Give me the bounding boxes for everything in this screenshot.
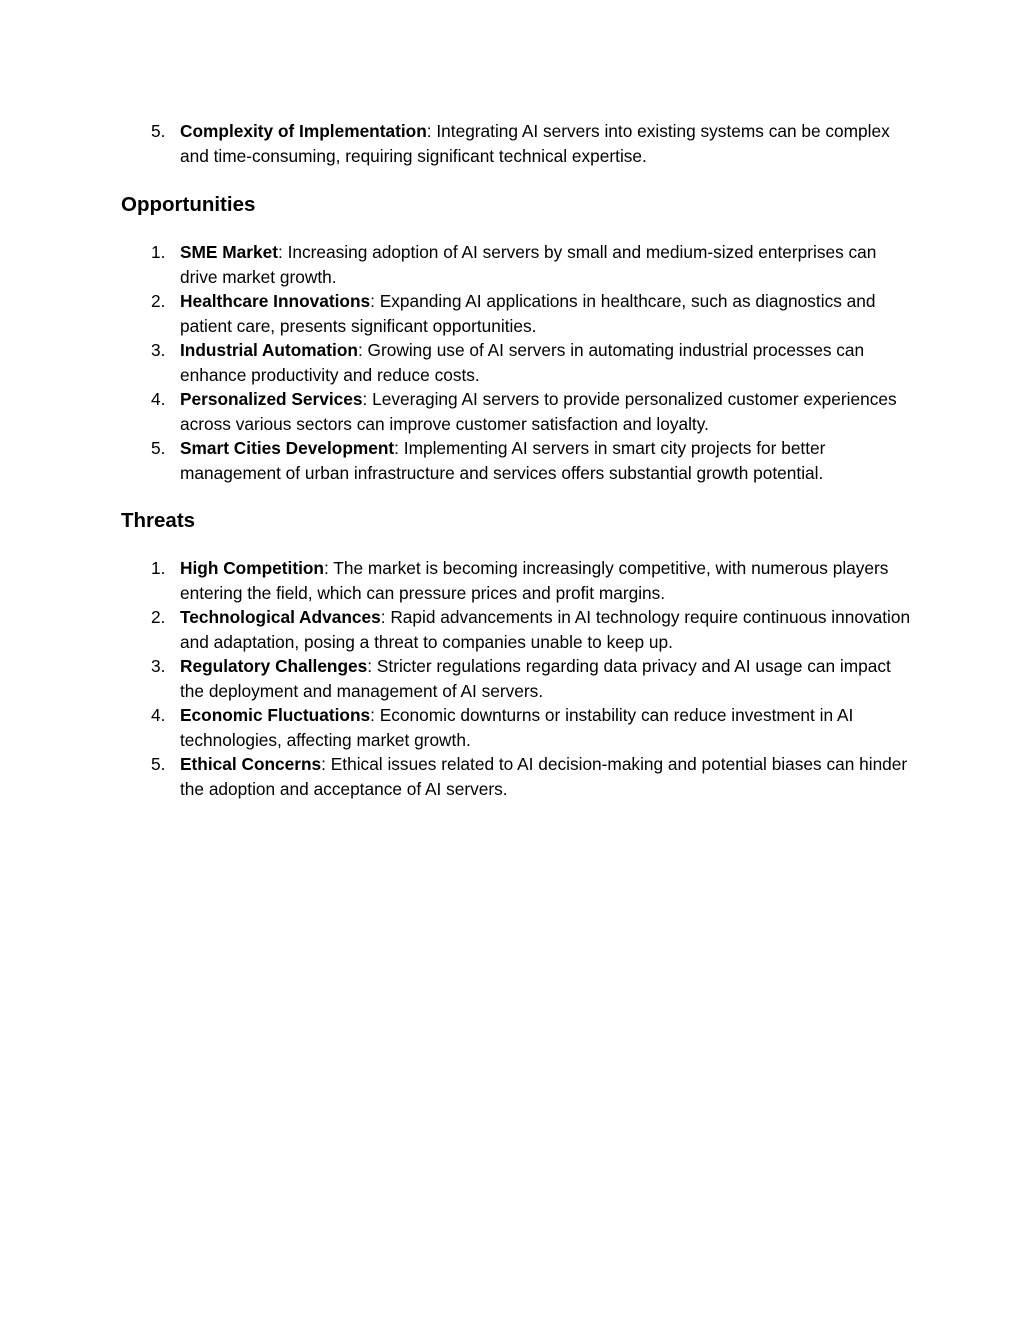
list-item — [148, 654, 918, 703]
list-item-description: : Integrating AI servers into existing systems can be complex and time-consuming, requiring significant technical expertise. — [180, 121, 890, 166]
list-item-term: SME Market — [180, 242, 278, 262]
list-item-number: 5. — [151, 438, 166, 458]
list-item-number: 1. — [151, 558, 166, 578]
list-item — [148, 289, 918, 338]
list-item-number: 4. — [151, 705, 166, 725]
list-item-number: 4. — [151, 389, 166, 409]
list-item-term: Regulatory Challenges — [180, 656, 368, 676]
list-item — [148, 556, 918, 605]
list-item-description: : Stricter regulations regarding data privacy and AI usage can impact the deployment and management of AI servers. — [180, 656, 891, 701]
threats-heading: Threats — [121, 509, 196, 532]
list-item-number: 1. — [151, 242, 166, 262]
list-item-description: : Rapid advancements in AI technology require continuous innovation and adaptation, posing a threat to companies unable to keep up. — [180, 607, 911, 652]
list-item — [148, 605, 918, 654]
list-item — [148, 119, 918, 168]
list-item-term: Ethical Concerns — [180, 754, 322, 774]
list-item-number: 5. — [151, 754, 166, 774]
list-item-description: : The market is becoming increasingly competitive, with numerous players entering the field, which can pressure prices and profit margins. — [180, 558, 889, 603]
list-item — [148, 240, 918, 289]
list-item — [148, 703, 918, 752]
list-item-number: 2. — [151, 291, 166, 311]
list-item-description: : Growing use of AI servers in automating industrial processes can enhance productivity and reduce costs. — [180, 340, 865, 385]
list-item-number: 5. — [151, 121, 166, 141]
list-item-term: Smart Cities Development — [180, 438, 395, 458]
list-item-number: 3. — [151, 656, 166, 676]
list-item — [148, 752, 918, 801]
list-item-number: 2. — [151, 607, 166, 627]
list-item-term: High Competition — [180, 558, 324, 578]
list-item-description: : Implementing AI servers in smart city projects for better management of urban infrastructure and services offers substantial growth potential. — [180, 438, 826, 483]
threats-list — [148, 556, 918, 801]
list-item — [148, 338, 918, 387]
list-item-description: : Ethical issues related to AI decision-making and potential biases can hinder the adoption and acceptance of AI servers. — [180, 754, 908, 799]
list-item — [148, 436, 918, 485]
list-item-term: Healthcare Innovations — [180, 291, 371, 311]
list-item-term: Economic Fluctuations — [180, 705, 371, 725]
list-item-description: : Increasing adoption of AI servers by small and medium-sized enterprises can drive market growth. — [180, 242, 877, 287]
list-item-number: 3. — [151, 340, 166, 360]
list-item-term: Personalized Services — [180, 389, 363, 409]
list-item-term: Industrial Automation — [180, 340, 358, 360]
opportunities-list — [148, 240, 918, 485]
list-item-term: Complexity of Implementation — [180, 121, 427, 141]
list-item-description: : Expanding AI applications in healthcare, such as diagnostics and patient care, presents significant opportunities. — [180, 291, 876, 336]
list-item — [148, 387, 918, 436]
list-item-description: : Economic downturns or instability can reduce investment in AI technologies, affecting market growth. — [180, 705, 854, 750]
list-item-description: : Leveraging AI servers to provide personalized customer experiences across various sectors can improve customer satisfaction and loyalty. — [180, 389, 897, 434]
list-item-term: Technological Advances — [180, 607, 381, 627]
weaknesses-list-continued — [148, 119, 918, 168]
opportunities-heading: Opportunities — [121, 193, 256, 216]
